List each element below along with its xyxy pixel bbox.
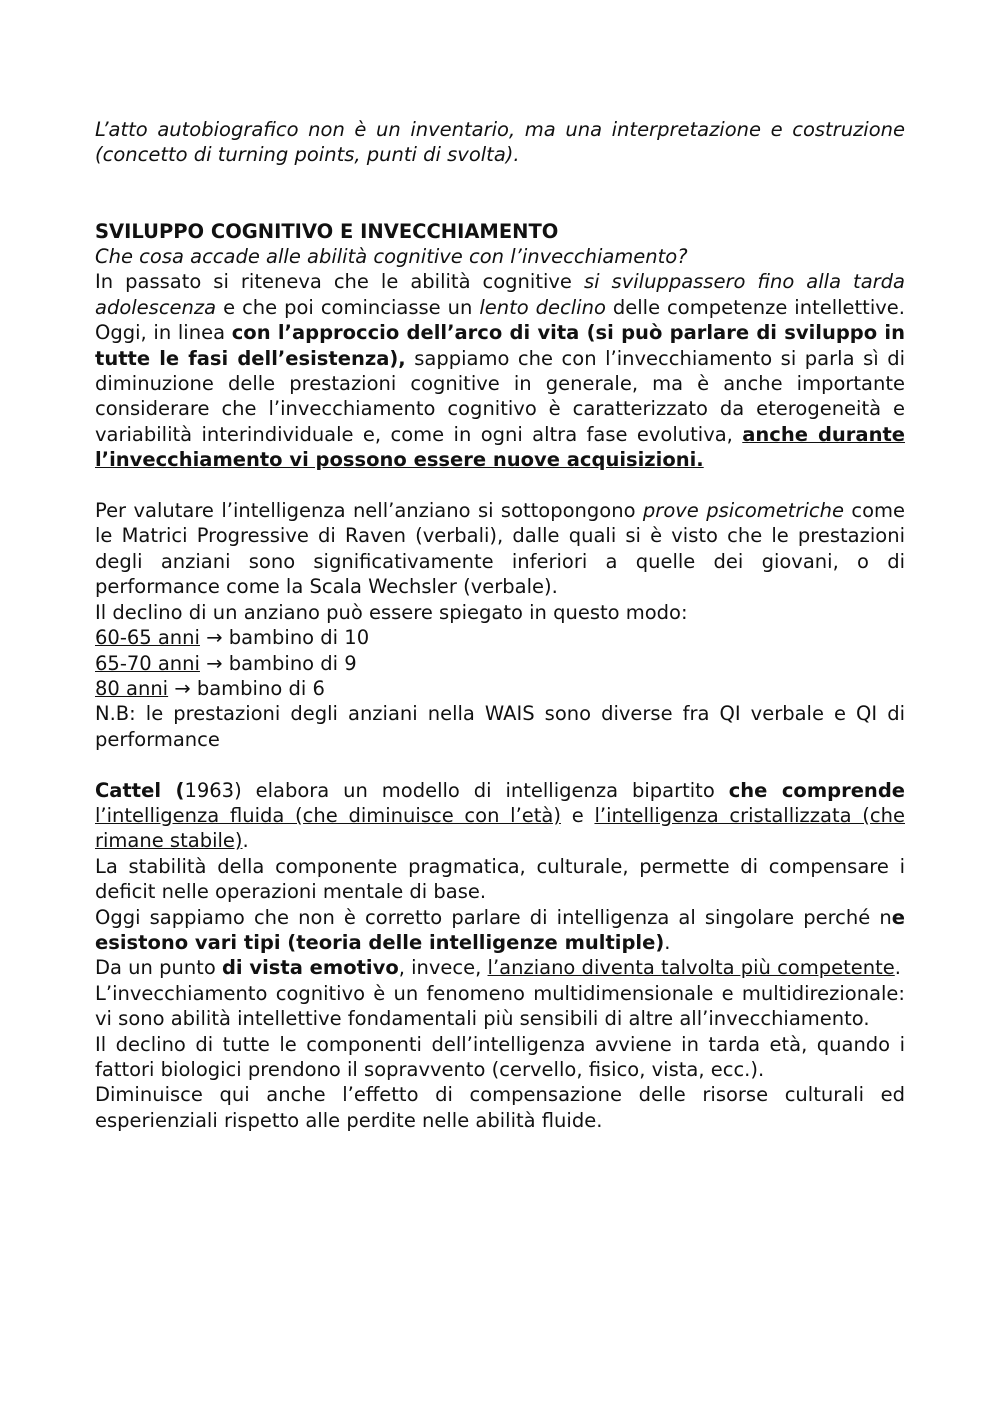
paragraph-declino-tarda-eta: Il declino di tutte le componenti dell’intelligenza avviene in tarda età, quando i fattori biologici prendono il sopravvento (cervello, fisico, vista, ecc.). — [95, 1032, 905, 1081]
bold-span: e esistono vari tipi (teoria delle intelligenze multiple) — [95, 905, 905, 954]
intro-paragraph: L’atto autobiografico non è un inventario, ma una interpretazione e costruzione (concetto di turning points, punti di svolta). — [95, 118, 905, 167]
decline-note: N.B: le prestazioni degli anziani nella WAIS sono diverse fra QI verbale e QI di performance — [95, 702, 905, 751]
paragraph-cattel — [95, 778, 905, 854]
age-range: 80 anni — [95, 676, 169, 700]
italic-span: lento declino — [479, 295, 606, 319]
spacer — [95, 168, 905, 219]
text-span: . — [894, 956, 901, 980]
arrow-icon: → — [199, 651, 229, 675]
underline-span: l’intelligenza fluida (che diminuisce con l’età) — [95, 803, 561, 827]
paragraph-passato — [95, 269, 905, 472]
paragraph-intelligenze — [95, 905, 905, 956]
text-span: . — [664, 930, 671, 954]
spacer — [95, 473, 905, 498]
text-span: , invece, — [398, 956, 488, 980]
bold-span: di vista emotivo — [221, 956, 399, 980]
arrow-icon: → — [168, 676, 197, 700]
paragraph-multidimensionale: L’invecchiamento cognitivo è un fenomeno multidimensionale e multidirezionale: vi sono abilità intellettive fondamentali più sensibili di altre all’invecchiamento. — [95, 981, 905, 1031]
text-span: . — [242, 829, 249, 853]
section-title: SVILUPPO COGNITIVO E INVECCHIAMENTO — [95, 219, 559, 243]
text-span: delle competenze intellettive. Oggi, in linea — [95, 295, 905, 345]
text-span: In passato si riteneva che le abilità cognitive — [95, 270, 584, 294]
underline-span: l’intelligenza cristallizzata (che rimane stabile) — [95, 803, 905, 853]
paragraph-compensazione: Diminuisce qui anche l’effetto di compensazione delle risorse culturali ed esperienziali rispetto alle perdite nelle abilità fluide. — [95, 1083, 905, 1132]
italic-span: si sviluppassero fino alla tarda adolescenza — [95, 270, 905, 319]
text-span: Oggi sappiamo che non è corretto parlare di intelligenza al singolare perché n — [95, 905, 892, 929]
bold-span: con l’approccio dell’arco di vita (si può parlare di sviluppo in tutte le fasi dell’esistenza), — [95, 321, 905, 370]
paragraph-emotivo — [95, 955, 905, 980]
bold-underline-span: anche durante l’invecchiamento vi possono essere nuove acquisizioni. — [95, 422, 905, 472]
text-span: 1963) elabora un modello di intelligenza bipartito — [184, 778, 729, 802]
text-span: Da un punto — [95, 956, 222, 980]
decline-item — [95, 651, 905, 676]
age-range: 60-65 anni — [95, 626, 200, 650]
text-span: e — [560, 803, 595, 827]
age-range: 65-70 anni — [95, 651, 200, 675]
text-span: e che poi cominciasse un — [216, 295, 480, 319]
equivalent-age: bambino di 6 — [196, 676, 325, 700]
arrow-icon: → — [199, 626, 229, 650]
text-span: come le Matrici Progressive di Raven (verbali), dalle quali si è visto che le prestazioni degli anziani sono significativamente inferiori a quelle dei giovani, o di performance come la Scala Wechsler (verbale). — [95, 499, 906, 599]
equivalent-age: bambino di 9 — [228, 651, 357, 675]
section-question: Che cosa accade alle abilità cognitive con l’invecchiamento? — [95, 245, 688, 269]
text-span: sappiamo che con l’invecchiamento si parla sì di diminuzione delle prestazioni cognitive in generale, ma è anche importante considerare che l’invecchiamento cognitivo è caratterizzato da eterogeneità e variabilità interindividuale e, come in ogni altra fase evolutiva, — [95, 346, 905, 446]
spacer — [95, 752, 905, 777]
decline-item — [95, 625, 905, 650]
italic-span: prove psicometriche — [642, 499, 844, 523]
bold-span: Cattel ( — [95, 778, 185, 802]
bold-span: che comprende — [728, 778, 905, 802]
document-page — [95, 117, 905, 1133]
decline-item — [95, 676, 905, 701]
paragraph-valutare — [95, 498, 905, 600]
decline-intro: Il declino di un anziano può essere spiegato in questo modo: — [95, 600, 688, 624]
underline-span: l’anziano diventa talvolta più competente — [487, 956, 895, 980]
equivalent-age: bambino di 10 — [228, 626, 370, 650]
text-span: Per valutare l’intelligenza nell’anziano si sottopongono — [95, 499, 643, 523]
paragraph-stabilita: La stabilità della componente pragmatica, culturale, permette di compensare i deficit nelle operazioni mentale di base. — [95, 854, 905, 904]
